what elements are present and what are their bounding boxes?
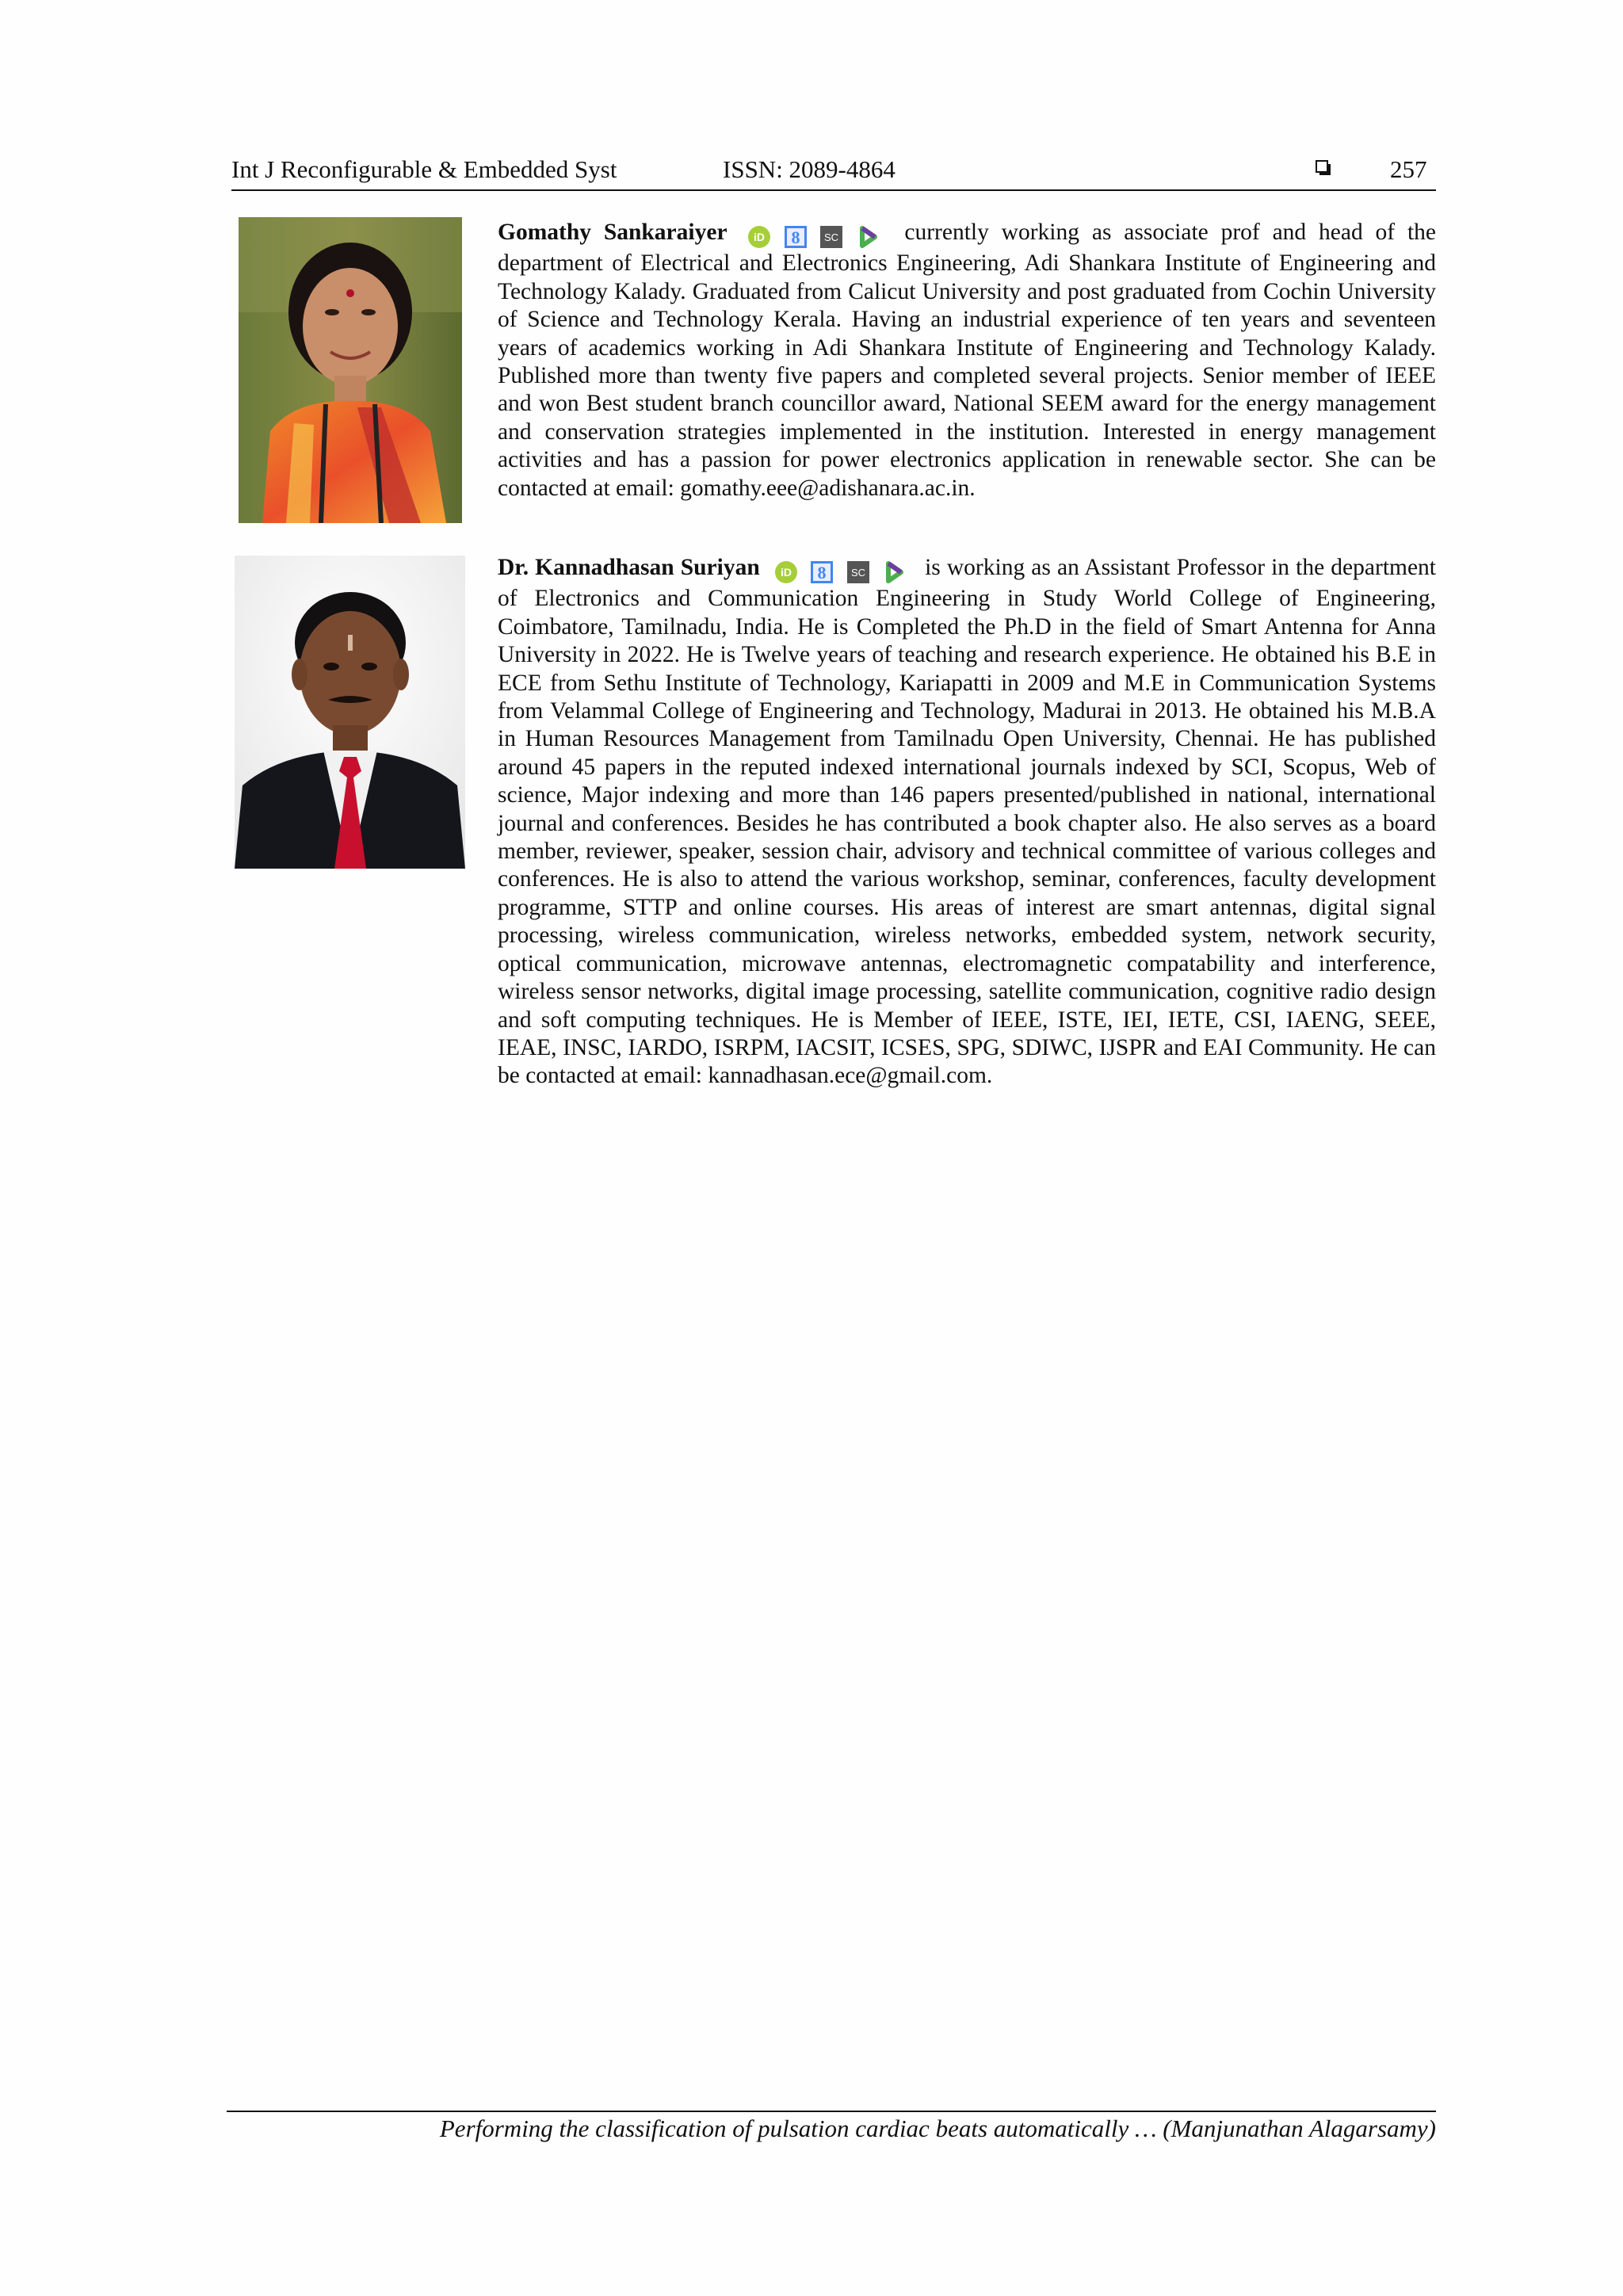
header-rule <box>231 189 1436 191</box>
orcid-icon[interactable] <box>747 225 771 249</box>
bio-text-2 <box>498 554 1436 1091</box>
journal-name: Int J Reconfigurable & Embedded Syst <box>231 155 617 183</box>
page-number: 257 <box>1390 155 1427 183</box>
publons-icon[interactable] <box>882 560 906 584</box>
author-photo-1 <box>239 217 462 523</box>
running-header <box>231 152 1436 192</box>
publons-icon[interactable] <box>856 225 880 249</box>
orcid-icon[interactable] <box>774 560 798 584</box>
svg-text:8: 8 <box>817 563 827 583</box>
google-scholar-icon[interactable] <box>784 225 808 249</box>
profile-icons-2 <box>774 557 912 585</box>
box-bullet-icon <box>1316 160 1331 176</box>
scopus-icon[interactable] <box>846 560 870 584</box>
bio-body-2: is working as an Assistant Professor in the department of Electronics and Communication Engineering in Study World College of Engineering, Coimbatore, Tamilnadu, India. He is Completed the Ph.D in the field of Smart Antenna for Anna University in 2022. He is Twelve years of teaching and research experience. He obtained his B.E in ECE from Sethu Institute of Technology, Kariapatti in 2009 and M.E in Communication Systems from Velammal College of Engineering and Technology, Madurai in 2013. He obtained his M.B.A in Human Resources Management from Tamilnadu Open University, Chennai. He has published around 45 papers in the reputed indexed international journals indexed by SCI, Scopus, Web of science, Major indexing and more than 146 papers presented/published in national, international journal and conferences. Besides he has contributed a book chapter also. He also serves as a board member, reviewer, speaker, session chair, advisory and technical committee of various colleges and conferences. He is also to attend the various workshop, seminar, conferences, faculty development programme, STTP and online courses. His areas of interest are smart antennas, digital signal processing, wireless communication, wireless networks, embedded system, network security, optical communication, microwave antennas, electromagnetic compatability and interference, wireless sensor networks, digital image processing, satellite communication, cognitive radio design and soft computing techniques. He is Member of IEEE, ISTE, IEI, IETE, CSI, IAENG, SEEE, IEAE, INSC, IARDO, ISRPM, IACSIT, ICSES, SPG, SDIWC, IJSPR and EAI Community. He can be contacted at email: kannadhasan.ece@gmail.com. <box>498 555 1437 1089</box>
author-photo-2 <box>235 556 465 869</box>
svg-text:SC: SC <box>850 567 865 579</box>
svg-text:iD: iD <box>754 231 766 244</box>
svg-text:iD: iD <box>780 566 792 579</box>
bio-body-1: currently working as associate prof and head of the department of Electrical and Electronics Engineering, Adi Shankara Institute of Engineering and Technology Kalady. Graduated from Calicut University and post graduated from Cochin University of Science and Technology Kerala. Having an industrial experience of ten years and seventeen years of academics working in Adi Shankara Institute of Engineering and Technology Kalady. Published more than twenty five papers and completed several projects. Senior member of IEEE and won Best student branch councillor award, National SEEM award for the energy management and conservation strategies implemented in the institution. Interested in energy management activities and has a passion for power electronics application in renewable sector. She can be contacted at email: gomathy.eee@adishanara.ac.in. <box>498 220 1436 501</box>
profile-icons-1 <box>747 222 885 250</box>
author-name-1: Gomathy Sankaraiyer <box>498 220 727 245</box>
running-footer: Performing the classification of pulsation cardiac beats automatically … (Manjunathan Alagarsamy) <box>439 2115 1436 2142</box>
scopus-icon[interactable] <box>819 225 843 249</box>
author-name-2: Dr. Kannadhasan Suriyan <box>498 555 760 580</box>
issn: ISSN: 2089-4864 <box>723 155 896 183</box>
bio-text-1 <box>498 219 1436 502</box>
footer-rule <box>227 2111 1436 2112</box>
google-scholar-icon[interactable] <box>810 560 834 584</box>
svg-text:SC: SC <box>824 231 839 244</box>
svg-text:8: 8 <box>791 227 800 248</box>
